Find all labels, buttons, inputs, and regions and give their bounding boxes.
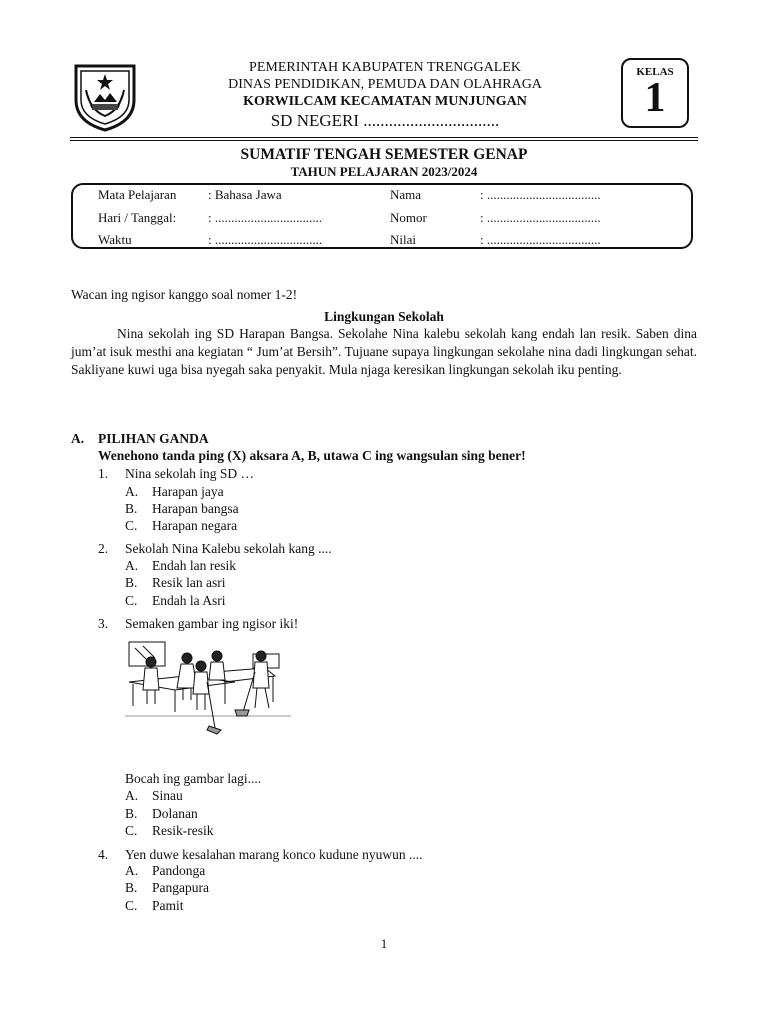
option-text[interactable]: Endah la Asri	[152, 593, 226, 608]
option-letter[interactable]: A.	[125, 863, 139, 878]
question-text: Yen duwe kesalahan marang konco kudune nyuwun ....	[125, 847, 423, 862]
option-letter[interactable]: A.	[125, 484, 139, 499]
option-letter[interactable]: B.	[125, 806, 138, 821]
option-text[interactable]: Harapan negara	[152, 518, 238, 533]
number-label: Nomor	[390, 210, 427, 225]
header-school: SD NEGERI ................................	[270, 111, 500, 130]
reading-passage	[71, 325, 697, 379]
option-text[interactable]: Dolanan	[152, 806, 198, 821]
option-text[interactable]: Pangapura	[152, 880, 209, 895]
exam-title: SUMATIF TENGAH SEMESTER GENAP	[240, 146, 528, 163]
class-label: KELAS	[636, 66, 674, 78]
reading-body: Nina sekolah ing SD Harapan Bangsa. Sekolahe Nina kalebu sekolah kang endah lan resik. Saben dina jum’at isuk mesthi ana kegiatan “ Jum’at Bersih”. Tujuane supaya lingkungan sekolahe nina dadi lingkungan sehat. Sakliyane kuwi uga bisa nyegah saka penyakit. Mula njaga keresikan lingkungan sekolah iku penting.	[71, 326, 697, 377]
header-korwilcam: KORWILCAM KECAMATAN MUNJUNGAN	[243, 94, 527, 109]
question-number: 2.	[98, 541, 109, 556]
question-number: 1.	[98, 466, 109, 481]
page-number: 1	[380, 936, 388, 951]
option-letter[interactable]: A.	[125, 558, 139, 573]
section-title: PILIHAN GANDA	[98, 431, 209, 446]
question-text: Nina sekolah ing SD …	[125, 466, 254, 481]
name-field[interactable]: : ...................................	[480, 187, 601, 202]
option-text[interactable]: Endah lan resik	[152, 558, 236, 573]
question-text: Sekolah Nina Kalebu sekolah kang ....	[125, 541, 332, 556]
class-box	[621, 58, 689, 128]
option-letter[interactable]: C.	[125, 898, 138, 913]
option-text[interactable]: Harapan bangsa	[152, 501, 239, 516]
question-followup: Bocah ing gambar lagi....	[125, 771, 262, 786]
regency-emblem-icon	[70, 60, 140, 132]
header-divider-thin	[70, 140, 698, 141]
info-row	[98, 187, 658, 207]
reading-title: Lingkungan Sekolah	[324, 309, 444, 324]
option-text[interactable]: Pandonga	[152, 863, 206, 878]
question-number: 3.	[98, 616, 109, 631]
option-letter[interactable]: B.	[125, 575, 138, 590]
time-field[interactable]: : .................................	[208, 232, 323, 247]
option-letter[interactable]: A.	[125, 788, 139, 803]
score-label: Nilai	[390, 232, 416, 247]
option-letter[interactable]: C.	[125, 518, 138, 533]
date-field[interactable]: : .................................	[208, 210, 323, 225]
header-divider	[70, 137, 698, 138]
classroom-cleaning-illustration	[125, 632, 291, 736]
name-label: Nama	[390, 187, 422, 202]
number-field[interactable]: : ...................................	[480, 210, 601, 225]
info-row	[98, 210, 658, 230]
header-department: DINAS PENDIDIKAN, PEMUDA DAN OLAHRAGA	[228, 77, 542, 92]
class-number: 1	[644, 75, 666, 121]
time-label: Waktu	[98, 232, 132, 247]
option-letter[interactable]: B.	[125, 501, 138, 516]
section-letter: A.	[71, 431, 85, 446]
section-instruction: Wenehono tanda ping (X) aksara A, B, utawa C ing wangsulan sing bener!	[98, 448, 526, 463]
option-text[interactable]: Pamit	[152, 898, 184, 913]
option-text[interactable]: Resik lan asri	[152, 575, 226, 590]
exam-year: TAHUN PELAJARAN 2023/2024	[290, 164, 478, 179]
option-letter[interactable]: C.	[125, 823, 138, 838]
info-row	[98, 232, 658, 252]
option-letter[interactable]: C.	[125, 593, 138, 608]
header-government: PEMERINTAH KABUPATEN TRENGGALEK	[249, 60, 521, 75]
option-letter[interactable]: B.	[125, 880, 138, 895]
option-text[interactable]: Sinau	[152, 788, 183, 803]
question-number: 4.	[98, 847, 109, 862]
date-label: Hari / Tanggal:	[98, 210, 177, 225]
question-text: Semaken gambar ing ngisor iki!	[125, 616, 299, 631]
subject-value: : Bahasa Jawa	[208, 187, 282, 202]
option-text[interactable]: Harapan jaya	[152, 484, 224, 499]
score-field[interactable]: : ...................................	[480, 232, 601, 247]
option-text[interactable]: Resik-resik	[152, 823, 214, 838]
reading-intro: Wacan ing ngisor kanggo soal nomer 1-2!	[71, 287, 298, 302]
subject-label: Mata Pelajaran	[98, 187, 177, 202]
